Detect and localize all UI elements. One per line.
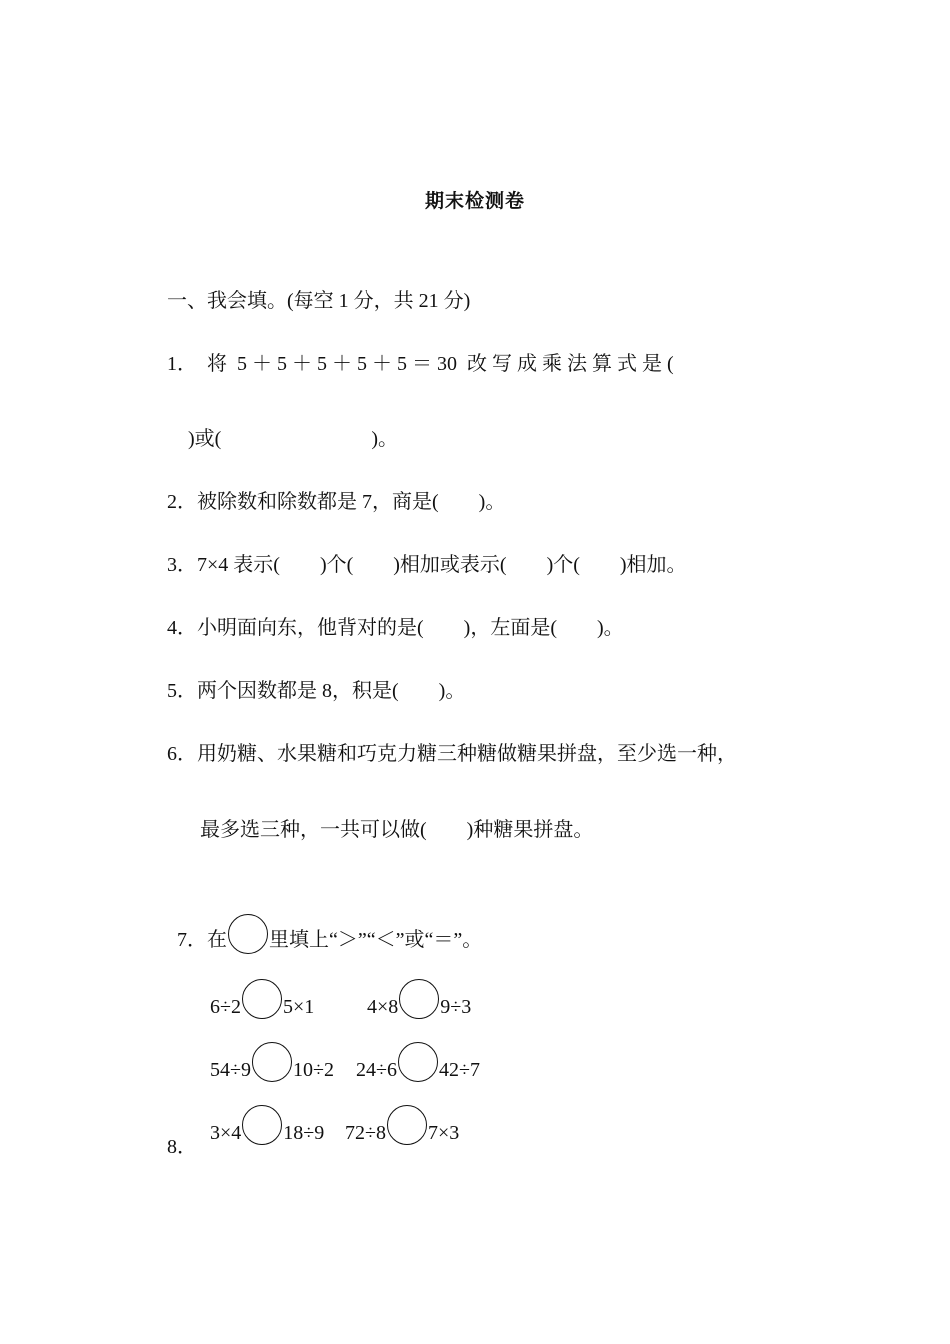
question-7-prefix: 7．在: [177, 929, 227, 951]
answer-circle-icon[interactable]: [242, 1105, 282, 1145]
answer-circle-icon[interactable]: [387, 1105, 427, 1145]
comparison-item: [200, 1014, 334, 1084]
comparison-right: 7×3: [427, 1122, 460, 1144]
comparison-item: [200, 1077, 324, 1147]
question-7: [167, 886, 482, 954]
comparison-left: 4×8: [367, 996, 399, 1018]
answer-circle-icon: [228, 914, 268, 954]
section-heading: 一、我会填。(每空 1 分，共 21 分): [167, 290, 471, 312]
question-2: 2．被除数和除数都是 7，商是( )。: [167, 491, 506, 513]
answer-circle-icon[interactable]: [399, 979, 439, 1019]
question-4: 4．小明面向东，他背对的是( )，左面是( )。: [167, 617, 624, 639]
question-8: 8．: [167, 1136, 197, 1158]
comparison-right: 5×1: [282, 996, 315, 1018]
comparison-left: 54÷9: [210, 1059, 251, 1081]
question-7-suffix: 里填上“＞”“＜”或“＝”。: [269, 929, 483, 951]
question-3: 3．7×4 表示( )个( )相加或表示( )个( )相加。: [167, 554, 687, 576]
comparison-left: 6÷2: [210, 996, 241, 1018]
comparison-left: 72÷8: [345, 1122, 386, 1144]
comparison-left: 3×4: [210, 1122, 242, 1144]
comparison-right: 9÷3: [440, 996, 472, 1018]
comparison-right: 42÷7: [438, 1059, 480, 1081]
answer-circle-icon[interactable]: [242, 979, 282, 1019]
answer-circle-icon[interactable]: [252, 1042, 292, 1082]
question-6-line-2: 最多选三种，一共可以做( )种糖果拼盘。: [200, 819, 594, 841]
comparison-left: 24÷6: [356, 1059, 397, 1081]
comparison-right: 10÷2: [292, 1059, 334, 1081]
comparison-item: [346, 1014, 480, 1084]
question-5: 5．两个因数都是 8，积是( )。: [167, 680, 466, 702]
comparison-item: [200, 951, 314, 1021]
question-1-line-2: )或( )。: [188, 428, 398, 450]
page-title: 期末检测卷: [424, 190, 525, 212]
question-6-line-1: 6．用奶糖、水果糖和巧克力糖三种糖做糖果拼盘，至少选一种，: [167, 743, 737, 765]
comparison-item: [357, 951, 471, 1021]
answer-circle-icon[interactable]: [398, 1042, 438, 1082]
comparison-right: 18÷9: [283, 1122, 325, 1144]
question-1-line-1: 1． 将 5 ＋ 5 ＋ 5 ＋ 5 ＋ 5 ＝ 30 改 写 成 乘 法 算 式 是 (: [167, 353, 674, 375]
comparison-item: [335, 1077, 459, 1147]
